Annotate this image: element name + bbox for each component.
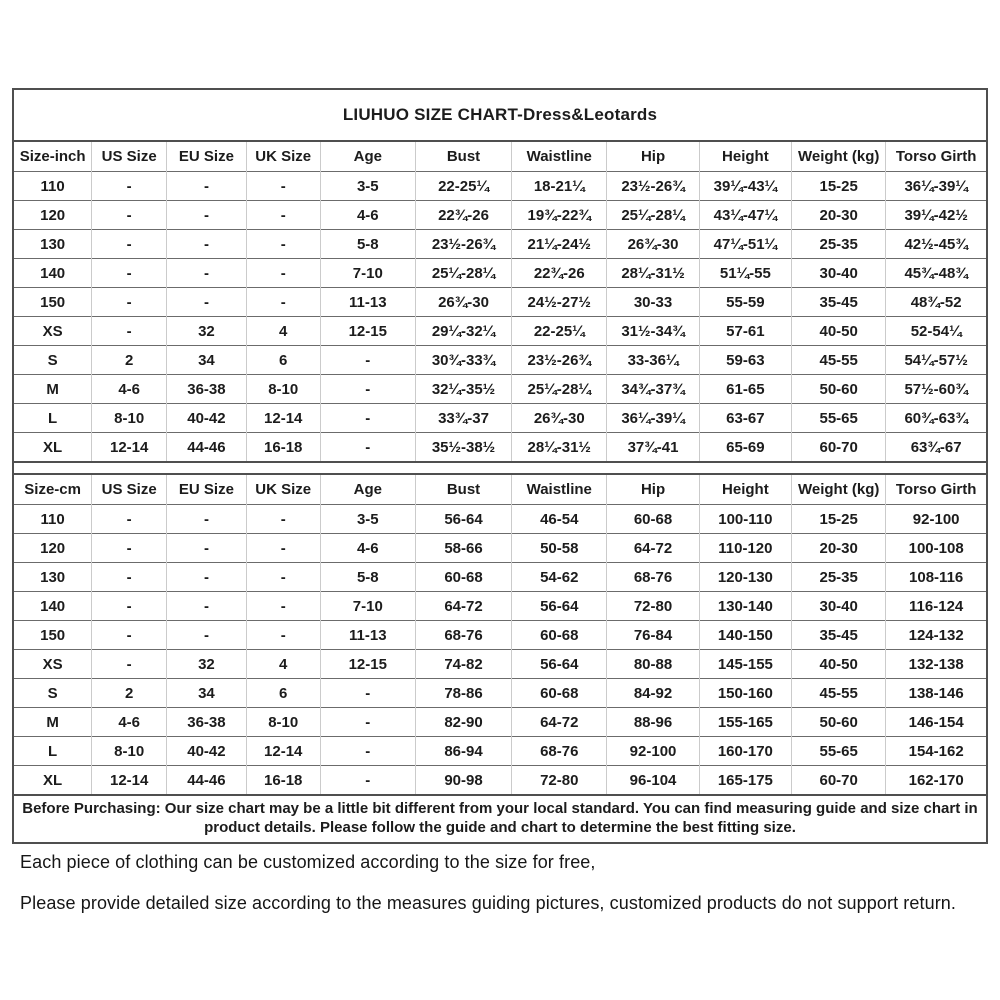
cell: 26¾-30 — [607, 230, 699, 259]
column-header: Size-inch — [14, 142, 92, 172]
cell: M — [14, 708, 92, 737]
cell: 4-6 — [92, 708, 167, 737]
table-row — [14, 433, 986, 462]
cell: 4 — [246, 317, 320, 346]
cell: 8-10 — [92, 404, 167, 433]
cell: 3-5 — [320, 172, 415, 201]
column-header: Waistline — [512, 142, 607, 172]
cell: 35½-38½ — [415, 433, 511, 462]
cell: 45¾-48¾ — [886, 259, 986, 288]
table-row — [14, 592, 986, 621]
cell: 32 — [167, 317, 247, 346]
cell: - — [92, 505, 167, 534]
cell: 25-35 — [792, 563, 886, 592]
cell: - — [320, 737, 415, 766]
cell: 28¼-31½ — [512, 433, 607, 462]
cell: 43¼-47¼ — [699, 201, 791, 230]
cell: 4-6 — [320, 201, 415, 230]
cell: 5-8 — [320, 230, 415, 259]
column-header: Height — [699, 475, 791, 505]
cell: 6 — [246, 679, 320, 708]
table-row — [14, 679, 986, 708]
cell: - — [246, 621, 320, 650]
column-header: EU Size — [167, 475, 247, 505]
table-row — [14, 375, 986, 404]
cell: 59-63 — [699, 346, 791, 375]
cell: M — [14, 375, 92, 404]
cell: - — [167, 534, 247, 563]
column-header: UK Size — [246, 475, 320, 505]
cell: - — [167, 172, 247, 201]
table-row — [14, 505, 986, 534]
cell: 154-162 — [886, 737, 986, 766]
cell: 20-30 — [792, 201, 886, 230]
cell: 100-110 — [699, 505, 791, 534]
cell: 30-40 — [792, 592, 886, 621]
cell: 32¼-35½ — [415, 375, 511, 404]
cell: - — [246, 534, 320, 563]
cell: 22¾-26 — [512, 259, 607, 288]
table-row — [14, 650, 986, 679]
cell: 63¾-67 — [886, 433, 986, 462]
cell: 140-150 — [699, 621, 791, 650]
cell: 68-76 — [607, 563, 699, 592]
cell: 146-154 — [886, 708, 986, 737]
cell: - — [320, 433, 415, 462]
column-header: Waistline — [512, 475, 607, 505]
column-header: Weight (kg) — [792, 475, 886, 505]
cell: 96-104 — [607, 766, 699, 795]
cell: 26¾-30 — [415, 288, 511, 317]
cell: - — [246, 230, 320, 259]
cell: 120 — [14, 201, 92, 230]
cell: 36¼-39¼ — [607, 404, 699, 433]
customization-note-line: Each piece of clothing can be customized according to the size for free, — [20, 852, 596, 872]
table-row — [14, 317, 986, 346]
cell: 58-66 — [415, 534, 511, 563]
cell: 36-38 — [167, 375, 247, 404]
cell: 11-13 — [320, 288, 415, 317]
cell: 19¾-22¾ — [512, 201, 607, 230]
cell: 51¼-55 — [699, 259, 791, 288]
cell: 32 — [167, 650, 247, 679]
cell: XL — [14, 766, 92, 795]
cell: 22-25¼ — [415, 172, 511, 201]
cell: 155-165 — [699, 708, 791, 737]
cell: 39¼-43¼ — [699, 172, 791, 201]
cell: - — [167, 563, 247, 592]
cell: 25-35 — [792, 230, 886, 259]
cell: - — [246, 259, 320, 288]
cell: 7-10 — [320, 259, 415, 288]
cell: 44-46 — [167, 433, 247, 462]
column-header: Size-cm — [14, 475, 92, 505]
cell: 78-86 — [415, 679, 511, 708]
cell: 50-58 — [512, 534, 607, 563]
cell: 140 — [14, 592, 92, 621]
cell: 120 — [14, 534, 92, 563]
cell: 40-42 — [167, 737, 247, 766]
cell: 23½-26¾ — [415, 230, 511, 259]
cell: 150-160 — [699, 679, 791, 708]
cell: 60¾-63¾ — [886, 404, 986, 433]
column-header: Weight (kg) — [792, 142, 886, 172]
table-row — [14, 534, 986, 563]
column-header: Hip — [607, 142, 699, 172]
cell: 60-68 — [607, 505, 699, 534]
cell: 57½-60¾ — [886, 375, 986, 404]
cell: - — [167, 201, 247, 230]
cell: 33¾-37 — [415, 404, 511, 433]
customization-note-2 — [20, 893, 990, 914]
cell: 25¼-28¼ — [607, 201, 699, 230]
cell: 30-33 — [607, 288, 699, 317]
cell: 130 — [14, 230, 92, 259]
cell: 48¾-52 — [886, 288, 986, 317]
cell: 92-100 — [607, 737, 699, 766]
cell: 24½-27½ — [512, 288, 607, 317]
column-header: Height — [699, 142, 791, 172]
cell: 18-21¼ — [512, 172, 607, 201]
cell: 116-124 — [886, 592, 986, 621]
cell: 68-76 — [512, 737, 607, 766]
cell: 7-10 — [320, 592, 415, 621]
cell: 35-45 — [792, 288, 886, 317]
cell: 4-6 — [92, 375, 167, 404]
cell: - — [320, 404, 415, 433]
cell: 40-50 — [792, 317, 886, 346]
column-header: UK Size — [246, 142, 320, 172]
cell: - — [320, 708, 415, 737]
cell: 25¼-28¼ — [415, 259, 511, 288]
header-row — [14, 475, 986, 505]
table-row — [14, 230, 986, 259]
cell: - — [92, 621, 167, 650]
cell: 84-92 — [607, 679, 699, 708]
cell: 42½-45¾ — [886, 230, 986, 259]
cell: 64-72 — [512, 708, 607, 737]
cell: 26¾-30 — [512, 404, 607, 433]
cell: 130 — [14, 563, 92, 592]
cell: 31½-34¾ — [607, 317, 699, 346]
cell: L — [14, 404, 92, 433]
cell: - — [320, 766, 415, 795]
cell: - — [167, 259, 247, 288]
cell: - — [320, 346, 415, 375]
cell: - — [92, 230, 167, 259]
cell: 2 — [92, 679, 167, 708]
cell: 5-8 — [320, 563, 415, 592]
size-table-inch — [14, 142, 986, 461]
cell: 150 — [14, 288, 92, 317]
cell: 56-64 — [512, 650, 607, 679]
table-row — [14, 201, 986, 230]
size-table-cm — [14, 475, 986, 794]
purchase-note: Before Purchasing: Our size chart may be a little bit different from your local standard. You can find measuring guide and size chart in product details. Please follow the guide and chart to determine the best fitting size. — [14, 794, 986, 842]
cell: 60-68 — [512, 621, 607, 650]
cell: 12-15 — [320, 317, 415, 346]
size-chart-panel — [12, 88, 988, 844]
cell: 56-64 — [415, 505, 511, 534]
cell: 140 — [14, 259, 92, 288]
table-row — [14, 708, 986, 737]
cell: 50-60 — [792, 375, 886, 404]
cell: 82-90 — [415, 708, 511, 737]
cell: 76-84 — [607, 621, 699, 650]
column-header: US Size — [92, 475, 167, 505]
cell: - — [246, 505, 320, 534]
column-header: EU Size — [167, 142, 247, 172]
customization-note-1 — [20, 852, 990, 873]
cell: 45-55 — [792, 346, 886, 375]
cell: - — [92, 592, 167, 621]
cell: 130-140 — [699, 592, 791, 621]
cell: XS — [14, 317, 92, 346]
cell: 90-98 — [415, 766, 511, 795]
cell: - — [167, 230, 247, 259]
cell: 44-46 — [167, 766, 247, 795]
column-header: Hip — [607, 475, 699, 505]
cell: 4 — [246, 650, 320, 679]
cell: 65-69 — [699, 433, 791, 462]
cell: 23½-26¾ — [607, 172, 699, 201]
cell: 8-10 — [246, 375, 320, 404]
cell: S — [14, 346, 92, 375]
cell: 110 — [14, 172, 92, 201]
cell: 35-45 — [792, 621, 886, 650]
cell: 54-62 — [512, 563, 607, 592]
cell: 60-70 — [792, 766, 886, 795]
cell: 2 — [92, 346, 167, 375]
cell: 108-116 — [886, 563, 986, 592]
cell: 60-70 — [792, 433, 886, 462]
cell: 110 — [14, 505, 92, 534]
cell: 165-175 — [699, 766, 791, 795]
cell: 162-170 — [886, 766, 986, 795]
column-header: Age — [320, 142, 415, 172]
cell: 64-72 — [415, 592, 511, 621]
cell: 80-88 — [607, 650, 699, 679]
cell: 8-10 — [92, 737, 167, 766]
table-row — [14, 563, 986, 592]
cell: 72-80 — [512, 766, 607, 795]
cell: 54¼-57½ — [886, 346, 986, 375]
cell: 56-64 — [512, 592, 607, 621]
cell: 12-15 — [320, 650, 415, 679]
cell: 60-68 — [415, 563, 511, 592]
cell: 45-55 — [792, 679, 886, 708]
cell: 16-18 — [246, 766, 320, 795]
table-row — [14, 621, 986, 650]
cell: 15-25 — [792, 172, 886, 201]
cell: 30¾-33¾ — [415, 346, 511, 375]
cell: 47¼-51¼ — [699, 230, 791, 259]
cell: 46-54 — [512, 505, 607, 534]
table-row — [14, 346, 986, 375]
cell: 120-130 — [699, 563, 791, 592]
cell: 68-76 — [415, 621, 511, 650]
cell: 8-10 — [246, 708, 320, 737]
cell: - — [92, 201, 167, 230]
cell: - — [92, 288, 167, 317]
cell: 36¼-39¼ — [886, 172, 986, 201]
cell: 34 — [167, 679, 247, 708]
cell: 64-72 — [607, 534, 699, 563]
cell: - — [167, 621, 247, 650]
section-divider — [14, 461, 986, 475]
table-row — [14, 737, 986, 766]
column-header: US Size — [92, 142, 167, 172]
cell: 29¼-32¼ — [415, 317, 511, 346]
cell: 30-40 — [792, 259, 886, 288]
cell: - — [92, 534, 167, 563]
cell: 4-6 — [320, 534, 415, 563]
cell: 132-138 — [886, 650, 986, 679]
cell: 74-82 — [415, 650, 511, 679]
cell: 86-94 — [415, 737, 511, 766]
cell: 92-100 — [886, 505, 986, 534]
column-header: Torso Girth — [895, 481, 977, 498]
cell: 72-80 — [607, 592, 699, 621]
table-row — [14, 172, 986, 201]
cell: XL — [14, 433, 92, 462]
cell: 12-14 — [92, 766, 167, 795]
cell: - — [167, 288, 247, 317]
cell: 50-60 — [792, 708, 886, 737]
cell: 22-25¼ — [512, 317, 607, 346]
cell: - — [246, 563, 320, 592]
cell: - — [320, 679, 415, 708]
cell: 88-96 — [607, 708, 699, 737]
cell: 57-61 — [699, 317, 791, 346]
cell: XS — [14, 650, 92, 679]
column-header: Torso Girth — [895, 148, 977, 165]
cell: - — [246, 592, 320, 621]
cell: - — [92, 317, 167, 346]
cell: 145-155 — [699, 650, 791, 679]
cell: 110-120 — [699, 534, 791, 563]
customization-note-line: Please provide detailed size according to the measures guiding pictures, customized products do not support return. — [20, 893, 957, 913]
cell: 12-14 — [246, 737, 320, 766]
table-row — [14, 766, 986, 795]
column-header: Age — [320, 475, 415, 505]
cell: 150 — [14, 621, 92, 650]
cell: - — [92, 259, 167, 288]
cell: - — [167, 592, 247, 621]
cell: 22¾-26 — [415, 201, 511, 230]
table-row — [14, 404, 986, 433]
column-header: Bust — [415, 475, 511, 505]
cell: 25¼-28¼ — [512, 375, 607, 404]
cell: 39¼-42½ — [886, 201, 986, 230]
cell: 34¾-37¾ — [607, 375, 699, 404]
cell: 138-146 — [886, 679, 986, 708]
cell: S — [14, 679, 92, 708]
cell: - — [92, 172, 167, 201]
cell: 12-14 — [246, 404, 320, 433]
cell: 3-5 — [320, 505, 415, 534]
cell: 160-170 — [699, 737, 791, 766]
cell: 6 — [246, 346, 320, 375]
cell: 23½-26¾ — [512, 346, 607, 375]
cell: 34 — [167, 346, 247, 375]
cell: 61-65 — [699, 375, 791, 404]
cell: - — [246, 201, 320, 230]
header-row — [14, 142, 986, 172]
chart-title: LIUHUO SIZE CHART-Dress&Leotards — [14, 90, 986, 142]
cell: 28¼-31½ — [607, 259, 699, 288]
cell: - — [167, 505, 247, 534]
cell: - — [92, 563, 167, 592]
cell: 16-18 — [246, 433, 320, 462]
cell: 124-132 — [886, 621, 986, 650]
cell: 36-38 — [167, 708, 247, 737]
cell: 37¾-41 — [607, 433, 699, 462]
cell: - — [246, 288, 320, 317]
column-header: Bust — [415, 142, 511, 172]
table-row — [14, 288, 986, 317]
cell: 60-68 — [512, 679, 607, 708]
cell: - — [92, 650, 167, 679]
cell: 40-50 — [792, 650, 886, 679]
cell: L — [14, 737, 92, 766]
cell: 21¼-24½ — [512, 230, 607, 259]
cell: 40-42 — [167, 404, 247, 433]
cell: 55-65 — [792, 404, 886, 433]
cell: 11-13 — [320, 621, 415, 650]
cell: 12-14 — [92, 433, 167, 462]
cell: 55-65 — [792, 737, 886, 766]
cell: 55-59 — [699, 288, 791, 317]
cell: - — [320, 375, 415, 404]
cell: 100-108 — [886, 534, 986, 563]
cell: 33-36¼ — [607, 346, 699, 375]
cell: 15-25 — [792, 505, 886, 534]
cell: 20-30 — [792, 534, 886, 563]
table-row — [14, 259, 986, 288]
cell: - — [246, 172, 320, 201]
cell: 63-67 — [699, 404, 791, 433]
cell: 52-54¼ — [886, 317, 986, 346]
